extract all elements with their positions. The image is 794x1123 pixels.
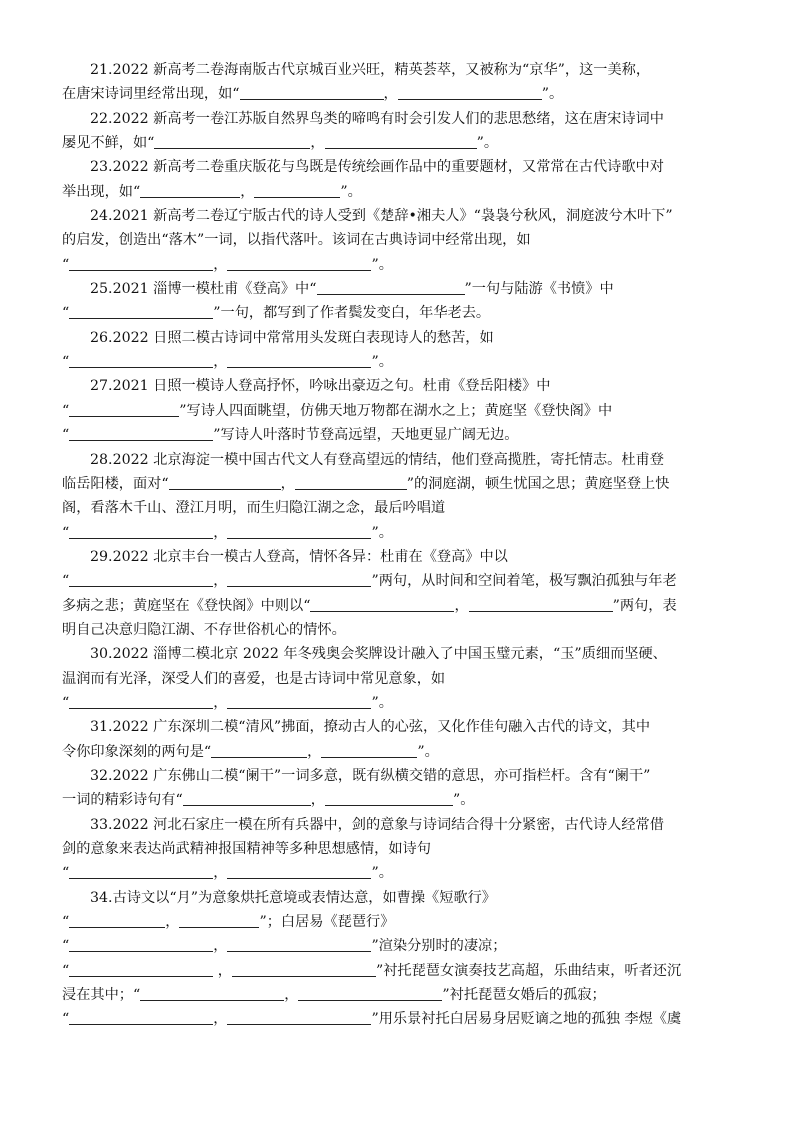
- line-text: 22.2022 新高考一卷江苏版自然界鸟类的啼鸣有时会引发人们的悲思愁绪，这在唐宋诗词中: [90, 110, 664, 127]
- text-line: [62, 715, 738, 739]
- line-text: ”的洞庭湖，顿生忧国之思；黄庭坚登上快: [406, 475, 670, 492]
- answer-blank[interactable]: [211, 742, 307, 758]
- text-line: [62, 740, 738, 764]
- line-text: 浸在其中；“: [62, 987, 141, 1004]
- line-text: “: [62, 573, 70, 590]
- answer-blank[interactable]: [325, 133, 477, 149]
- text-line: [62, 861, 738, 885]
- line-text: ，: [383, 86, 398, 103]
- answer-blank[interactable]: [469, 596, 613, 612]
- line-text: ，: [280, 475, 295, 492]
- answer-blank[interactable]: [140, 182, 240, 198]
- text-line: [62, 569, 738, 593]
- line-text: ，: [213, 694, 228, 711]
- line-text: ”。: [371, 524, 393, 541]
- line-text: 剑的意象来表达尚武精神报国精神等多种思想感情，如诗句: [62, 841, 431, 857]
- line-text: 屡见不鲜，如“: [62, 135, 155, 152]
- text-line: [62, 788, 738, 812]
- line-text: ，: [454, 597, 469, 614]
- line-text: 34.古诗文以“月”为意象烘托意境或表情达意，如曹操《短歌行》: [90, 889, 496, 906]
- line-text: ”写诗人四面眺望，仿佛天地万物都在湖水之上；黄庭坚《登快阁》中: [179, 402, 613, 419]
- line-text: ，: [310, 135, 325, 152]
- answer-blank[interactable]: [69, 863, 213, 879]
- line-text: ，: [213, 524, 228, 541]
- answer-blank[interactable]: [227, 863, 371, 879]
- answer-blank[interactable]: [69, 303, 213, 319]
- line-text: 32.2022 广东佛山二模“阑干”一词多意，既有纵横交错的意思，亦可指栏杆。含有“阑干”: [90, 767, 651, 784]
- line-text: 临岳阳楼，面对“: [62, 475, 169, 492]
- answer-blank[interactable]: [69, 1009, 213, 1025]
- line-text: “: [62, 694, 70, 711]
- line-text: 举出现，如“: [62, 183, 141, 200]
- text-line: [62, 180, 738, 204]
- line-text: ”写诗人叶落时节登高远望，天地更显广阔无边。: [213, 427, 519, 444]
- line-text: ”。: [452, 792, 475, 809]
- answer-blank[interactable]: [69, 255, 213, 271]
- line-text: ”。: [417, 743, 439, 760]
- answer-blank[interactable]: [254, 182, 340, 198]
- answer-blank[interactable]: [317, 279, 465, 295]
- answer-blank[interactable]: [321, 742, 417, 758]
- text-line: [62, 594, 738, 618]
- line-text: ，: [310, 792, 325, 809]
- answer-blank[interactable]: [227, 352, 371, 368]
- answer-blank[interactable]: [298, 985, 442, 1001]
- text-line: [62, 399, 738, 423]
- answer-blank[interactable]: [69, 936, 213, 952]
- line-text: ”。: [476, 135, 499, 152]
- answer-blank[interactable]: [227, 255, 371, 271]
- line-text: 21.2022 新高考二卷海南版古代京城百业兴旺，精英荟萃，又被称为“京华”，这一美称，: [90, 62, 651, 78]
- text-line: [62, 545, 738, 569]
- line-text: “: [62, 1011, 70, 1028]
- line-text: 31.2022 广东深圳二模“清风”拂面，撩动古人的心弦，又化作佳句融入古代的诗文，其中: [90, 719, 651, 736]
- line-text: “: [62, 938, 70, 955]
- text-line: [62, 910, 738, 934]
- answer-blank[interactable]: [227, 1009, 371, 1025]
- text-line: [62, 204, 738, 228]
- line-text: 25.2021 淄博一模杜甫《登高》中“: [90, 281, 317, 298]
- line-text: 27.2021 日照一模诗人登高抒怀，吟咏出豪迈之句。杜甫《登岳阳楼》中: [90, 378, 551, 395]
- text-line: [62, 228, 738, 252]
- answer-blank[interactable]: [69, 961, 213, 977]
- text-line: [62, 837, 738, 861]
- answer-blank[interactable]: [183, 790, 311, 806]
- line-text: “: [62, 402, 70, 419]
- answer-blank[interactable]: [69, 523, 213, 539]
- line-text: ”衬托琵琶女演奏技艺高超，乐曲结束，听者还沉: [375, 962, 682, 979]
- line-text: 29.2022 北京丰台一模古人登高，情怀各异：杜甫在《登高》中以: [90, 548, 508, 565]
- answer-blank[interactable]: [227, 571, 371, 587]
- text-line: [62, 253, 738, 277]
- line-text: ”用乐景衬托白居易身居贬谪之地的孤独 李煜《虞: [371, 1011, 682, 1028]
- answer-blank[interactable]: [69, 401, 179, 417]
- line-text: “: [62, 524, 70, 541]
- answer-blank[interactable]: [325, 790, 453, 806]
- answer-blank[interactable]: [69, 352, 213, 368]
- text-line: [62, 448, 738, 472]
- answer-blank[interactable]: [227, 936, 371, 952]
- line-text: ”。: [371, 865, 393, 882]
- text-line: [62, 886, 738, 910]
- answer-blank[interactable]: [179, 912, 259, 928]
- line-text: 24.2021 新高考二卷辽宁版古代的诗人受到《楚辞•湘夫人》“袅袅兮秋风，洞庭波兮木叶下”: [90, 208, 673, 225]
- text-line: [62, 301, 738, 325]
- answer-blank[interactable]: [227, 523, 371, 539]
- line-text: 23.2022 新高考二卷重庆版花与鸟既是传统绘画作品中的重要题材，又常常在古代诗歌中对: [90, 159, 664, 176]
- text-line: [62, 1007, 738, 1031]
- line-text: ，: [213, 354, 228, 371]
- question-list: [62, 58, 738, 1032]
- text-line: [62, 350, 738, 374]
- line-text: ”一句与陆游《书愤》中: [464, 281, 614, 298]
- answer-blank[interactable]: [227, 693, 371, 709]
- line-text: ”两句，从时间和空间着笔，极写飘泊孤独与年老: [371, 573, 677, 590]
- text-line: [62, 423, 738, 447]
- text-line: [62, 642, 738, 666]
- answer-blank[interactable]: [154, 133, 310, 149]
- text-line: [62, 155, 738, 179]
- answer-blank[interactable]: [398, 84, 542, 100]
- line-text: ”。: [371, 694, 393, 711]
- text-line: [62, 58, 738, 82]
- line-text: ”渲染分别时的凄凉；: [371, 938, 507, 955]
- line-text: “: [62, 354, 70, 371]
- line-text: ，: [213, 256, 228, 273]
- line-text: ”两句，表: [612, 597, 677, 614]
- line-text: 多病之悲；黄庭坚在《登快阁》中则以“: [62, 597, 311, 614]
- line-text: “: [62, 962, 70, 979]
- text-line: [62, 107, 738, 131]
- line-text: “: [62, 914, 70, 931]
- answer-blank[interactable]: [69, 912, 165, 928]
- line-text: ，: [284, 987, 299, 1004]
- line-text: 在唐宋诗词里经常出现，如“: [62, 86, 240, 103]
- text-line: [62, 983, 738, 1007]
- line-text: “: [62, 865, 70, 882]
- line-text: ”。: [371, 256, 393, 273]
- text-line: [62, 277, 738, 301]
- line-text: 令你印象深刻的两句是“: [62, 743, 212, 760]
- line-text: ，: [240, 183, 255, 200]
- text-line: [62, 131, 738, 155]
- line-text: ，: [213, 573, 228, 590]
- line-text: ，: [213, 1011, 228, 1028]
- line-text: 26.2022 日照二模古诗词中常常用头发斑白表现诗人的愁苦，如: [90, 329, 494, 346]
- line-text: ，: [213, 865, 228, 882]
- text-line: [62, 374, 738, 398]
- answer-blank[interactable]: [69, 693, 213, 709]
- text-line: [62, 618, 738, 642]
- line-text: ，: [165, 914, 180, 931]
- text-line: [62, 472, 738, 496]
- line-text: ”衬托琵琶女婚后的孤寂；: [442, 987, 606, 1004]
- line-text: 明自己决意归隐江湖、不存世俗机心的情怀。: [62, 621, 346, 638]
- answer-blank[interactable]: [240, 84, 384, 100]
- line-text: 阁，看落木千山、澄江月明，而生归隐江湖之念，最后吟唱道: [62, 500, 446, 517]
- text-line: [62, 813, 738, 837]
- line-text: 28.2022 北京海淀一模中国古代文人有登高望远的情结，他们登高揽胜，寄托情志。杜甫登: [90, 451, 664, 468]
- line-text: 一词的精彩诗句有“: [62, 792, 183, 809]
- line-text: ”。: [371, 354, 393, 371]
- line-text: 的启发，创造出“落木”一词，以指代落叶。该词在古典诗词中经常出现，如: [62, 232, 531, 249]
- text-line: [62, 959, 738, 983]
- line-text: ，: [213, 962, 232, 979]
- text-line: [62, 667, 738, 691]
- text-line: [62, 82, 738, 106]
- line-text: “: [62, 305, 70, 322]
- line-text: 30.2022 淄博二模北京 2022 年冬残奥会奖牌设计融入了中国玉璧元素，“玉”质细而坚硬、: [90, 646, 667, 663]
- text-line: [62, 496, 738, 520]
- line-text: ，: [213, 938, 228, 955]
- line-text: “: [62, 427, 70, 444]
- text-line: [62, 764, 738, 788]
- answer-blank[interactable]: [169, 474, 281, 490]
- line-text: 温润而有光泽，深受人们的喜爱，也是古诗词中常见意象，如: [62, 670, 446, 687]
- text-line: [62, 521, 738, 545]
- answer-blank[interactable]: [69, 571, 213, 587]
- line-text: ”。: [541, 86, 564, 103]
- line-text: ”；白居易《琵琶行》: [259, 914, 395, 931]
- line-text: ”一句，都写到了作者鬓发变白，年华老去。: [213, 305, 491, 322]
- line-text: ，: [307, 743, 322, 760]
- line-text: 33.2022 河北石家庄一模在所有兵器中，剑的意象与诗词结合得十分紧密，古代诗人经常借: [90, 816, 664, 833]
- answer-blank[interactable]: [295, 474, 407, 490]
- answer-blank[interactable]: [310, 596, 454, 612]
- text-line: [62, 691, 738, 715]
- line-text: ”。: [340, 183, 362, 200]
- answer-blank[interactable]: [232, 961, 376, 977]
- text-line: [62, 934, 738, 958]
- answer-blank[interactable]: [140, 985, 284, 1001]
- answer-blank[interactable]: [69, 425, 213, 441]
- text-line: [62, 326, 738, 350]
- line-text: “: [62, 256, 70, 273]
